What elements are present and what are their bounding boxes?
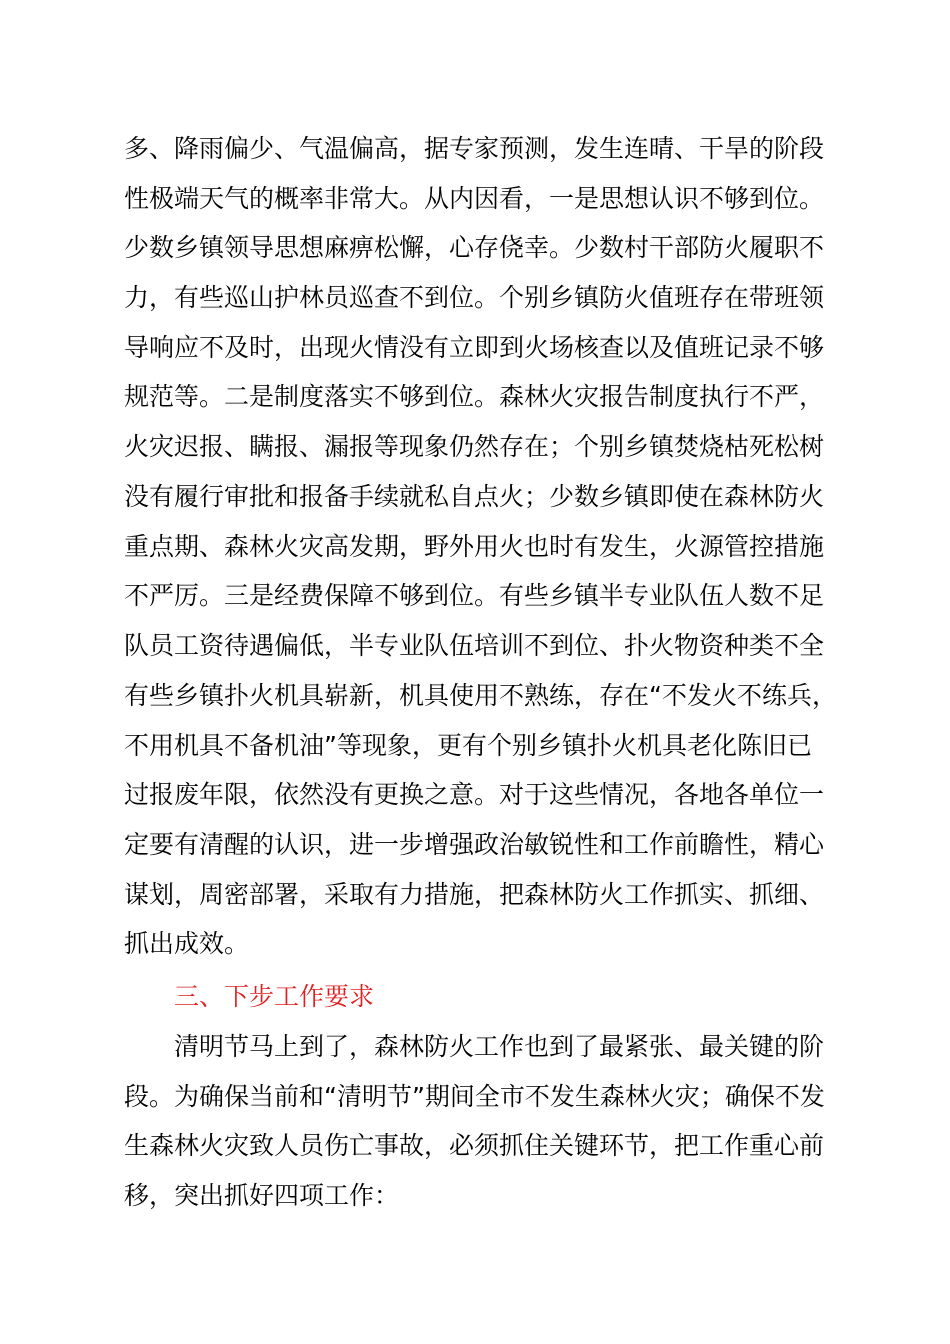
body-text-line: 少数乡镇领导思想麻痹松懈，心存侥幸。少数村干部防火履职不 bbox=[124, 233, 825, 262]
body-text-line: 过报废年限，依然没有更换之意。对于这些情况，各地各单位一 bbox=[124, 780, 825, 809]
body-text-line: 重点期、森林火灾高发期，野外用火也时有发生，火源管控措施 bbox=[124, 532, 825, 561]
body-text-line: 不用机具不备机油”等现象，更有个别乡镇扑火机具老化陈旧已 bbox=[124, 731, 812, 760]
body-text-line: 生森林火灾致人员伤亡事故，必须抓住关键环节，把工作重心前 bbox=[124, 1131, 825, 1160]
body-text-line: 段。为确保当前和“清明节”期间全市不发生森林火灾；确保不发 bbox=[124, 1082, 825, 1111]
body-text-line: 谋划，周密部署，采取有力措施，把森林防火工作抓实、抓细、 bbox=[124, 880, 825, 909]
body-text-line: 有些乡镇扑火机具崭新，机具使用不熟练，存在“不发火不练兵， bbox=[124, 681, 837, 710]
body-text-line: 抓出成效。 bbox=[124, 929, 250, 958]
body-text-line: 没有履行审批和报备手续就私自点火；少数乡镇即使在森林防火 bbox=[124, 482, 825, 511]
body-text-line: 火灾迟报、瞒报、漏报等现象仍然存在；个别乡镇焚烧枯死松树 bbox=[124, 432, 825, 461]
body-text-line: 多、降雨偏少、气温偏高，据专家预测，发生连晴、干旱的阶段 bbox=[124, 134, 825, 163]
body-text-line: 移，突出抓好四项工作： bbox=[124, 1181, 400, 1210]
body-text-line: 定要有清醒的认识，进一步增强政治敏锐性和工作前瞻性，精心 bbox=[124, 830, 825, 859]
body-text-line: 清明节马上到了，森林防火工作也到了最紧张、最关键的阶 bbox=[174, 1032, 825, 1061]
body-text-line: 导响应不及时，出现火情没有立即到火场核查以及值班记录不够 bbox=[124, 333, 825, 362]
body-text-line: 力，有些巡山护林员巡查不到位。个别乡镇防火值班存在带班领 bbox=[124, 283, 825, 312]
section-heading: 三、下步工作要求 bbox=[174, 982, 375, 1011]
body-text-line: 不严厉。三是经费保障不够到位。有些乡镇半专业队伍人数不足 bbox=[124, 581, 825, 610]
body-text-line: 规范等。二是制度落实不够到位。森林火灾报告制度执行不严， bbox=[124, 382, 825, 411]
body-text-line: 队员工资待遇偏低，半专业队伍培训不到位、扑火物资种类不全 bbox=[124, 631, 825, 660]
body-text-line: 性极端天气的概率非常大。从内因看，一是思想认识不够到位。 bbox=[124, 184, 825, 213]
